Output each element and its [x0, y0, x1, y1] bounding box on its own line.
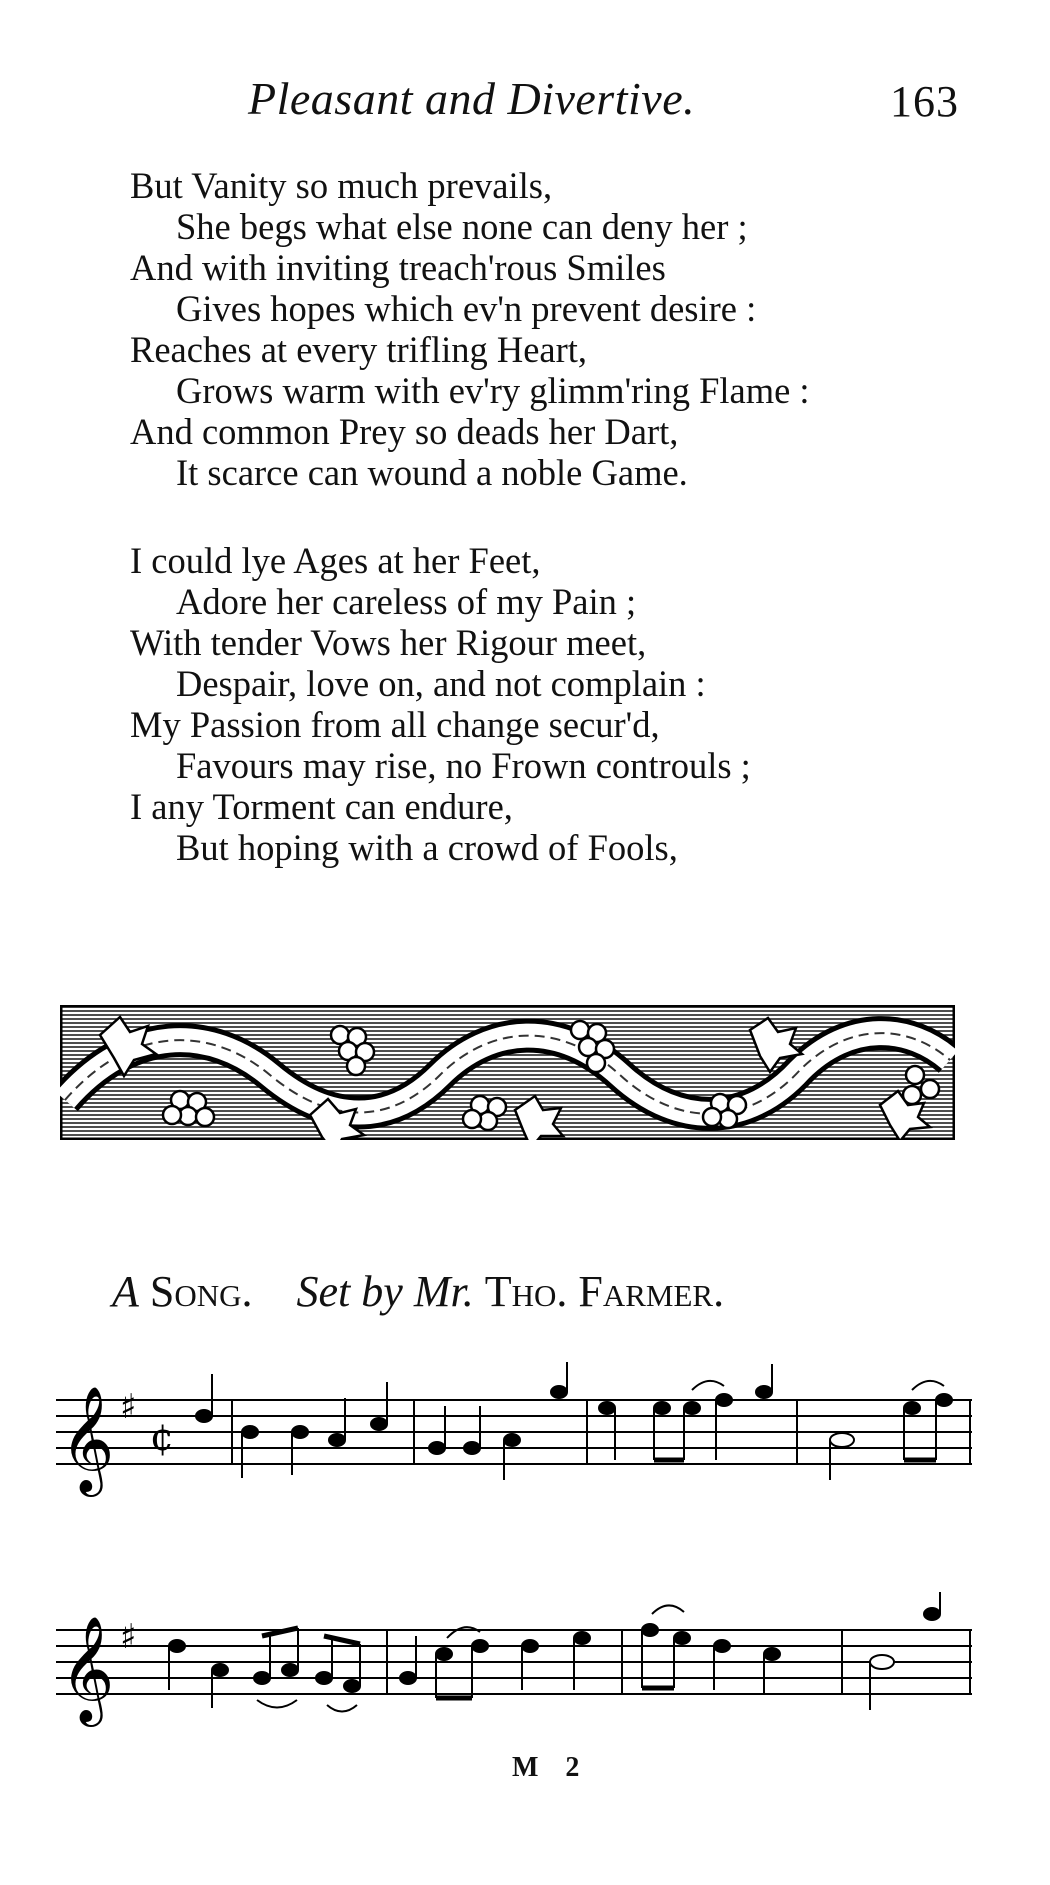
verse-line: Favours may rise, no Frown controuls ; [176, 745, 751, 786]
verse-line: Grows warm with ev'ry glimm'ring Flame : [176, 370, 810, 411]
verse-line: With tender Vows her Rigour meet, [130, 622, 647, 663]
verse-line: But Vanity so much prevails, [130, 165, 553, 206]
sharp-icon: ♯ [120, 1387, 137, 1427]
song-heading [112, 1266, 724, 1317]
time-signature-icon: ¢ [150, 1415, 175, 1459]
music-staff-2 [52, 1590, 982, 1740]
verse-line: But hoping with a crowd of Fools, [176, 827, 678, 868]
page-number: 163 [890, 77, 959, 126]
grapevine-ornament-icon [60, 1005, 955, 1140]
song-heading-label: Song. [149, 1267, 253, 1316]
sharp-icon: ♯ [120, 1617, 137, 1657]
verse-line: Despair, love on, and not complain : [176, 663, 706, 704]
verse-line: My Passion from all change secur'd, [130, 704, 660, 745]
verse-line: Reaches at every trifling Heart, [130, 329, 588, 370]
verse-line: She begs what else none can deny her ; [176, 206, 748, 247]
stanza-2 [130, 540, 751, 868]
song-heading-article: A [112, 1267, 139, 1316]
stanza-1 [130, 165, 810, 493]
song-heading-set-by: Set by Mr. [296, 1267, 474, 1316]
running-header-title: Pleasant and Divertive. [248, 73, 696, 124]
verse-line: And common Prey so deads her Dart, [130, 411, 679, 452]
composer-first-name: Tho. [484, 1267, 568, 1316]
treble-clef-icon: 𝄞 [60, 1385, 115, 1492]
verse-line: And with inviting treach'rous Smiles [130, 247, 666, 288]
verse-line: Adore her careless of my Pain ; [176, 581, 637, 622]
verse-line: It scarce can wound a noble Game. [176, 452, 688, 493]
verse-line: Gives hopes which ev'n prevent desire : [176, 288, 757, 329]
verse-line: I could lye Ages at her Feet, [130, 540, 541, 581]
music-staff-1 [52, 1360, 982, 1510]
treble-clef-icon: 𝄞 [60, 1615, 115, 1722]
verse-line: I any Torment can endure, [130, 786, 513, 827]
printer-signature-mark: M 2 [512, 1752, 590, 1783]
composer-last-name: Farmer. [578, 1267, 725, 1316]
